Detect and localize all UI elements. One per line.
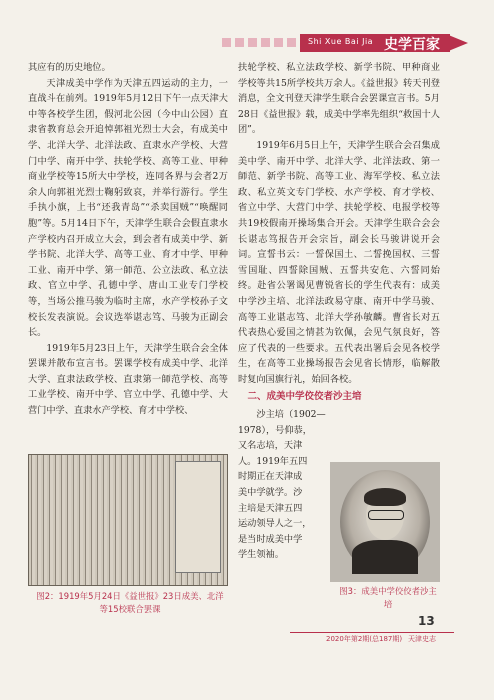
page-number: 13 [418,614,435,628]
issue-label: 2020年第2期(总187期) [326,635,403,643]
newspaper-masthead [175,461,221,573]
header-latin: Shi Xue Bai Jia [308,37,374,46]
portrait-photo [330,462,440,582]
bio-line: 1978），号仰恭， [238,424,312,436]
paragraph: 1919年6月5日上午，天津学生联合会召集成美中学、南开中学、北洋大学、北洋法政、第一師范、新学书院、高等工业、海军学校、私立法政、私立英文专门学校、水产学校、育才学校、省立中学、大营门中学、扶轮学校、电报学校等共19校假南开操场集合开会。天津学生联合会会长谌志笃报告开会宗旨，副会长马骏讲说开会词。宣誓书云：一誓保国土、二誓挽国权、三誓雪国耻、四誓除国贼、五誓共安危、六誓同始终。赴省公署谒见曹锐省长的学生代表有：成美中学沙主培、北洋法政易守康、南开中学马骏、高等工业谌志笃、北洋大学孙敏麟。曹省长对五代表热心爱国之情甚为钦佩，会见气氛良好，答应了代表的一些要求。五代表出署后会见各校学生，在高等工业操场报告会见省长情形，临解散时复向国旗行礼，始回各校。 [238,139,440,385]
magazine-name: 天津史志 [408,635,436,643]
bio-line: 人。1919年五四 [238,455,308,467]
section-heading: 二、成美中学佼佼者沙主培 [247,391,362,403]
caption-figure-2: 图2：1919年5月24日《益世报》23日成美、北洋等15校联合罢课 [36,591,224,614]
paragraph: 1919年5月23日上午，天津学生联合会全体罢课并散布宣言书。罢课学校有成美中学、北洋大学、直隶法政学校、直隶第一師范学校、高等工业学校、南开中学、官立中学、孔德中学、大营门中学、直隶水产学校、育才中学校、 [28,342,228,417]
bio-line: 主培是天津五四 [238,502,303,514]
paragraph: 扶轮学校、私立法政学校、新学书院、甲种商业学校等共15所学校共万余人。《益世报》转天刊登消息，全文刊登天津学生联合会罢课宣言书。5月28日《益世报》载，成美中学率先组织“救国十人团”。 [238,62,440,136]
bio-line: 美中学就学。沙 [238,487,303,499]
footer-divider [290,632,454,633]
bio-line: 沙主培（1902— [256,409,326,421]
left-column [28,60,228,419]
bio-line: 又名志培，天津 [238,440,303,452]
caption-figure-3: 图3：成美中学佼佼者沙主培 [339,586,437,609]
bio-line: 学生领袖。 [238,549,284,561]
bio-text [238,407,326,563]
paragraph: 天津成美中学作为天津五四运动的主力，一直战斗在前列。1919年5月12日下午一点天津大中等各校学生团，假河北公园（今中山公园）直隶省教育总会开追悼郭祖光烈士大会，有成美中学、北洋大学、北洋法政、直隶水产学校、大营门中学、南开中学、扶轮学校、高等工业、甲种商业学校等15所大中学校，连同各界与会者2万余人向郭祖光烈士鞠躬致哀，并举行游行。学生手执小旗，上书“还我青岛”“杀卖国贼”“唤醒同胞”等。5月14日下午，天津学生联合会假直隶水产学校内召开成立大会，到会者有成美中学、新学书院、北洋大学、高等工业、育才中学、甲种工业、南开中学、第一師范、公立法政、私立法政、官立中学、孔德中学、唐山工业专门学校等，当场公推马骏为临时主席，水产学校孙子文校长发表演说。会议选举谌志笃、马骏为正副会长。 [28,77,228,339]
bio-line: 时期正在天津成 [238,471,303,483]
header-decoration [222,38,309,47]
paragraph: 其应有的历史地位。 [28,62,111,73]
section-title: 史学百家 [384,37,440,53]
bio-line: 是当时成美中学 [238,533,303,545]
newspaper-image [28,454,228,586]
bio-line: 运动领导人之一， [238,518,312,530]
header-arrow-icon [446,34,468,52]
